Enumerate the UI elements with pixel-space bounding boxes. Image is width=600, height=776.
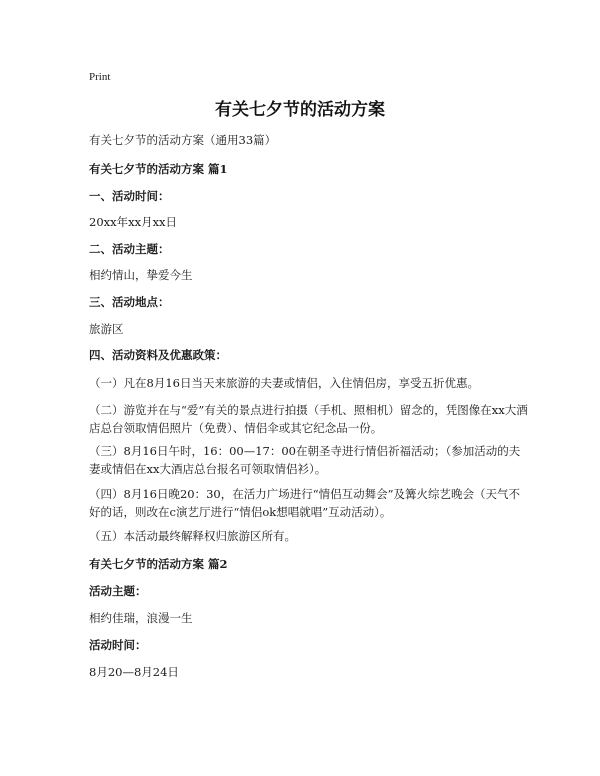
place-value: 旅游区 — [89, 322, 124, 336]
time-value: 20xx年xx月xx日 — [89, 215, 178, 229]
theme-value: 相约情山，挚爱今生 — [89, 268, 193, 282]
part2-time-value: 8月20—8月24日 — [89, 665, 179, 679]
policy-item-5: （五）本活动最终解释权归旅游区所有。 — [89, 529, 296, 543]
part2-theme-value: 相约佳瑞，浪漫一生 — [89, 611, 193, 625]
policy-item-4: （四）8月16日晚20：30，在活力广场进行“情侣互动舞会”及篝火综艺晚会（天气不好的话，则改在c演艺厅进行“情侣ok想唱就唱”互动活动）。 — [89, 487, 520, 519]
part2-time-heading: 活动时间： — [89, 638, 147, 652]
page-title: 有关七夕节的活动方案 — [215, 100, 385, 120]
place-heading: 三、活动地点： — [89, 295, 170, 309]
policy-item-1: （一）凡在8月16日当天来旅游的夫妻或情侣，入住情侣房，享受五折优惠。 — [89, 376, 479, 390]
time-heading: 一、活动时间： — [89, 189, 170, 203]
policy-item-2: （二）游览并在与“爱”有关的景点进行拍摄（手机、照相机）留念的，凭图像在xx大酒店总台领取情侣照片（免费）、情侣伞或其它纪念品一份。 — [89, 403, 528, 435]
section-heading-1: 有关七夕节的活动方案 篇1 — [89, 162, 228, 176]
part2-theme-heading: 活动主题： — [89, 584, 147, 598]
document-subtitle: 有关七夕节的活动方案（通用33篇） — [89, 133, 277, 147]
policy-item-3: （三）8月16日午时，16：00—17：00在朝圣寺进行情侣祈福活动；（参加活动的夫妻或情侣在xx大酒店总台报名可领取情侣衫）。 — [89, 444, 521, 476]
print-label[interactable]: Print — [89, 71, 111, 83]
policy-heading: 四、活动资料及优惠政策： — [89, 348, 227, 362]
section-heading-2: 有关七夕节的活动方案 篇2 — [89, 557, 228, 571]
theme-heading: 二、活动主题： — [89, 242, 170, 256]
